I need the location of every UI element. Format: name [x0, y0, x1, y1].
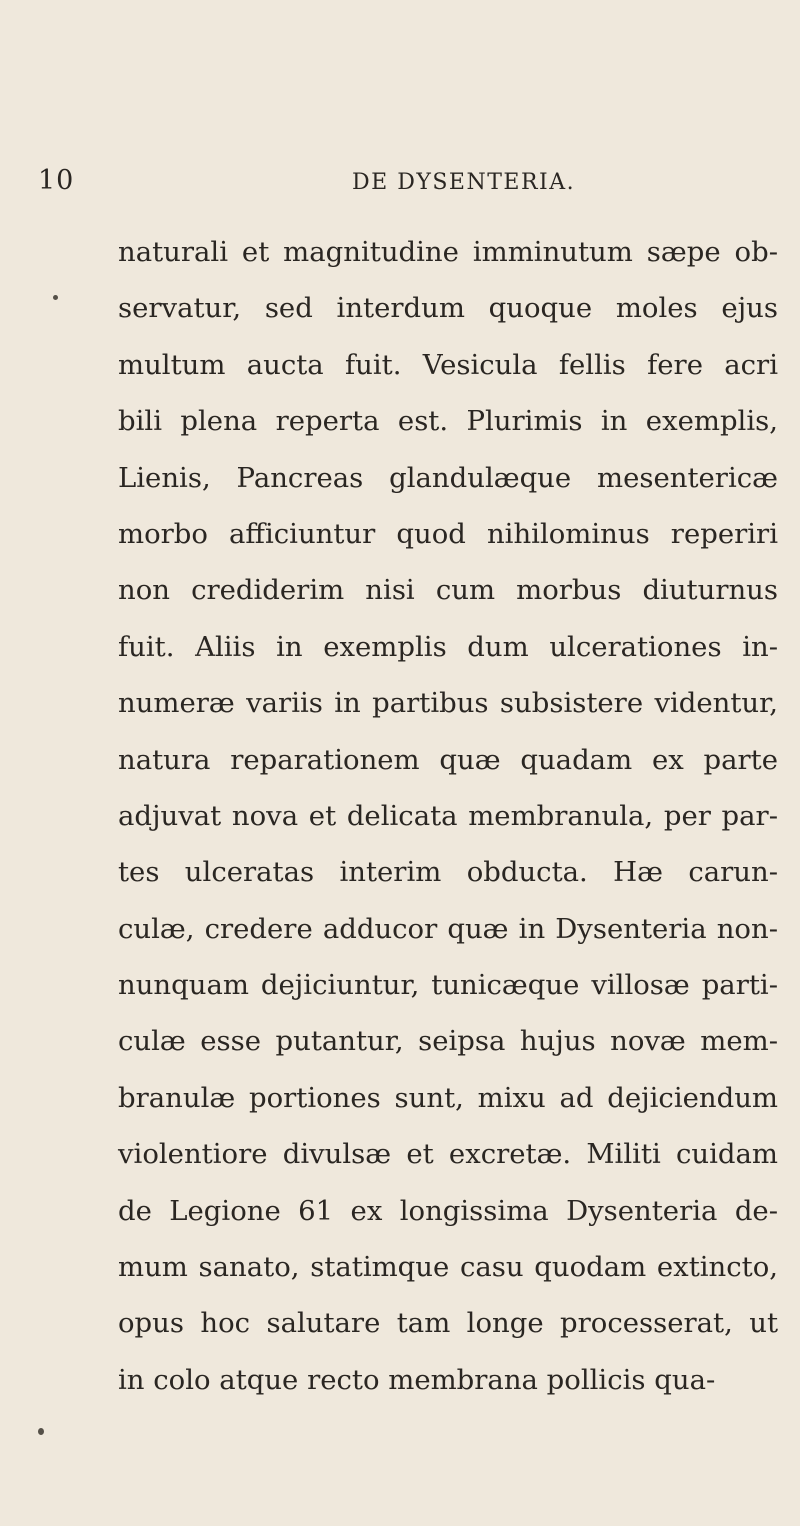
text-line: culæ, credere adducor quæ in Dysenteria non- — [118, 912, 778, 945]
text-line: tes ulceratas interim obducta. Hæ carun- — [118, 856, 778, 889]
running-title: DE DYSENTERIA. — [352, 170, 576, 195]
page-number: 10 — [38, 165, 75, 196]
text-line: opus hoc salutare tam longe processerat, ut — [118, 1307, 778, 1340]
text-line: bili plena reperta est. Plurimis in exemplis, — [118, 405, 778, 438]
text-line: numeræ variis in partibus subsistere videntur, — [118, 687, 778, 720]
text-line: adjuvat nova et delicata membranula, per par- — [118, 799, 778, 832]
text-line: violentiore divulsæ et excretæ. Militi cuidam — [118, 1138, 778, 1171]
text-line: naturali et magnitudine imminutum sæpe ob- — [118, 236, 778, 268]
paper-speck — [53, 295, 58, 300]
text-line: multum aucta fuit. Vesicula fellis fere acri — [118, 348, 778, 381]
paper-speck — [38, 1428, 44, 1435]
text-line: morbo afficiuntur quod nihilominus reperiri — [118, 517, 778, 550]
text-line: mum sanato, statimque casu quodam extincto, — [118, 1251, 778, 1284]
text-line: culæ esse putantur, seipsa hujus novæ mem- — [118, 1025, 778, 1058]
text-line: natura reparationem quæ quadam ex parte — [118, 743, 778, 776]
text-line: in colo atque recto membrana pollicis qua- — [118, 1363, 716, 1396]
text-line: Lienis, Pancreas glandulæque mesentericæ — [118, 461, 778, 494]
text-line: non crediderim nisi cum morbus diuturnus — [118, 574, 778, 607]
text-line: nunquam dejiciuntur, tunicæque villosæ parti- — [118, 969, 778, 1002]
text-line: branulæ portiones sunt, mixu ad dejiciendum — [118, 1081, 778, 1114]
text-line: servatur, sed interdum quoque moles ejus — [118, 292, 778, 325]
body-text — [118, 224, 778, 1408]
text-line: fuit. Aliis in exemplis dum ulcerationes in- — [118, 630, 778, 663]
text-line: de Legione 61 ex longissima Dysenteria de- — [118, 1194, 778, 1227]
